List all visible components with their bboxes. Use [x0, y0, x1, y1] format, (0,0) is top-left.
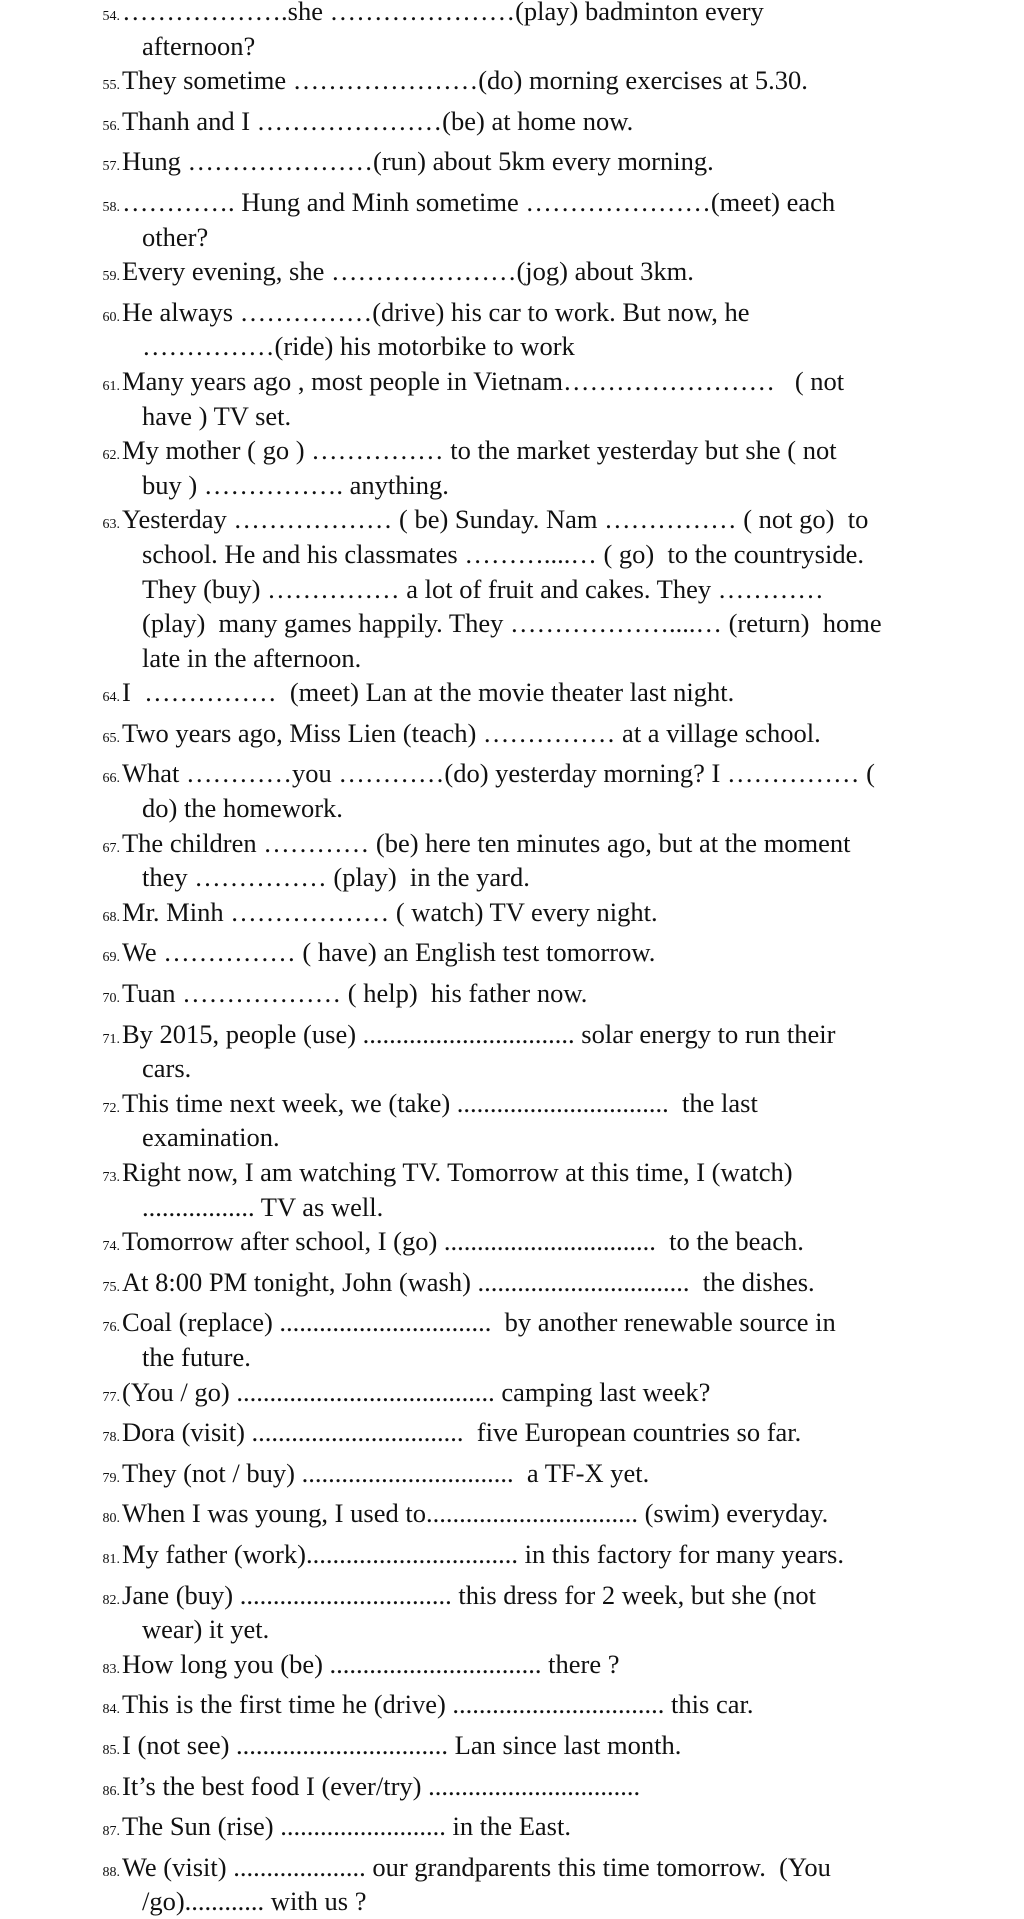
item-text: [122, 895, 984, 930]
item-text-line: Tomorrow after school, I (go) ................................ to the beach.: [122, 1226, 804, 1257]
item-text: [122, 1265, 984, 1300]
item-text-line: afternoon?: [142, 30, 256, 61]
exercise-item: [0, 716, 1024, 757]
item-text: [122, 144, 984, 179]
item-text-line: ……………(ride) his motorbike to work: [142, 331, 575, 362]
item-text-line: Yesterday ……………… ( be) Sunday. Nam …………… ( not go) to: [122, 504, 869, 535]
item-number: 59.: [102, 269, 120, 285]
item-number: 57.: [102, 159, 120, 175]
item-text: [122, 756, 984, 825]
exercise-item: [0, 295, 1024, 364]
item-text-line: What …………you …………(do) yesterday morning? I …………… (: [122, 758, 875, 789]
item-text: [122, 1578, 984, 1647]
exercise-item: [0, 1224, 1024, 1265]
item-number: 72.: [102, 1100, 120, 1116]
item-text: [122, 826, 984, 895]
exercise-item: [0, 1305, 1024, 1374]
exercise-item: [0, 1769, 1024, 1810]
item-number: 79.: [102, 1470, 120, 1486]
item-text-line: cars.: [142, 1053, 192, 1084]
item-number: 77.: [102, 1389, 120, 1405]
exercise-item: [0, 1850, 1024, 1919]
item-number: 74.: [102, 1239, 120, 1255]
item-text: [122, 1850, 984, 1919]
exercise-item: [0, 254, 1024, 295]
exercise-item: [0, 1537, 1024, 1578]
exercise-item: [0, 1809, 1024, 1850]
exercise-item: [0, 935, 1024, 976]
exercise-item: [0, 1496, 1024, 1537]
item-text-line: buy ) ……………. anything.: [142, 469, 449, 500]
exercise-item: [0, 1375, 1024, 1416]
item-text: [122, 1647, 984, 1682]
item-number: 69.: [102, 950, 120, 966]
item-number: 63.: [102, 517, 120, 533]
exercise-item: [0, 756, 1024, 825]
exercise-item: [0, 185, 1024, 254]
item-text-line: This is the first time he (drive) ................................ this car.: [122, 1689, 754, 1720]
item-text-line: the future.: [142, 1341, 251, 1372]
item-text-line: Jane (buy) ................................ this dress for 2 week, but she (not: [122, 1579, 817, 1610]
item-text: [122, 716, 984, 751]
item-text: [122, 63, 984, 98]
item-number: 70.: [102, 991, 120, 1007]
item-text: [122, 295, 984, 364]
exercise-item: [0, 1687, 1024, 1728]
item-number: 55.: [102, 78, 120, 94]
exercise-item: [0, 826, 1024, 895]
exercise-item: [0, 976, 1024, 1017]
item-text-line: ……………….she …………………(play) badminton every: [122, 0, 764, 26]
item-text-line: I …………… (meet) Lan at the movie theater last night.: [122, 677, 735, 708]
item-number: 64.: [102, 690, 120, 706]
item-text-line: Two years ago, Miss Lien (teach) …………… at a village school.: [122, 717, 821, 748]
item-text-line: My father (work)................................ in this factory for many years.: [122, 1538, 844, 1569]
item-text-line: other?: [142, 221, 209, 252]
item-number: 61.: [102, 378, 120, 394]
item-text-line: He always ……………(drive) his car to work. But now, he: [122, 296, 750, 327]
item-number: 68.: [102, 909, 120, 925]
item-number: 85.: [102, 1742, 120, 1758]
exercise-item: [0, 895, 1024, 936]
item-text: [122, 1728, 984, 1763]
exercise-item: [0, 1155, 1024, 1224]
item-text-line: The children ………… (be) here ten minutes ago, but at the moment: [122, 827, 851, 858]
item-text-line: Dora (visit) ................................ five European countries so far.: [122, 1417, 802, 1448]
item-text: [122, 1224, 984, 1259]
item-text-line: examination.: [142, 1122, 280, 1153]
item-text: [122, 502, 984, 675]
item-text: [122, 1415, 984, 1450]
item-text: [122, 675, 984, 710]
item-text-line: (play) many games happily. They ………………....… (return) home: [142, 608, 882, 639]
item-number: 83.: [102, 1661, 120, 1677]
item-text-line: How long you (be) ................................ there ?: [122, 1648, 620, 1679]
item-text: [122, 0, 984, 63]
item-text-line: do) the homework.: [142, 793, 343, 824]
item-text-line: Right now, I am watching TV. Tomorrow at this time, I (watch): [122, 1157, 793, 1187]
item-number: 60.: [102, 309, 120, 325]
item-text: [122, 1496, 984, 1531]
exercise-item: [0, 364, 1024, 433]
item-text-line: They (not / buy) ................................ a TF-X yet.: [122, 1457, 650, 1488]
item-text: [122, 1687, 984, 1722]
item-text-line: Tuan ……………… ( help) his father now.: [122, 978, 588, 1009]
item-text-line: school. He and his classmates ………....… ( go) to the countryside.: [142, 538, 864, 569]
item-text: [122, 1086, 984, 1155]
exercise-item: [0, 675, 1024, 716]
item-text: [122, 185, 984, 254]
item-number: 78.: [102, 1430, 120, 1446]
exercise-item: [0, 1647, 1024, 1688]
item-text: [122, 1017, 984, 1086]
item-text: [122, 1375, 984, 1410]
item-number: 56.: [102, 118, 120, 134]
item-text-line: wear) it yet.: [142, 1614, 270, 1645]
item-text-line: /go)............ with us ?: [142, 1886, 367, 1917]
item-text: [122, 1155, 984, 1224]
exercise-item: [0, 1017, 1024, 1086]
item-text-line: they …………… (play) in the yard.: [142, 862, 530, 893]
exercise-item: [0, 1415, 1024, 1456]
exercise-item: [0, 1086, 1024, 1155]
item-number: 65.: [102, 730, 120, 746]
item-text: [122, 976, 984, 1011]
exercise-item: [0, 433, 1024, 502]
exercise-item: [0, 1728, 1024, 1769]
item-text-line: ................. TV as well.: [142, 1191, 384, 1222]
item-text-line: Thanh and I …………………(be) at home now.: [122, 105, 634, 136]
item-number: 82.: [102, 1592, 120, 1608]
item-text-line: Mr. Minh ……………… ( watch) TV every night.: [122, 896, 658, 927]
exercise-item: [0, 1265, 1024, 1306]
exercise-item: [0, 1578, 1024, 1647]
item-number: 86.: [102, 1783, 120, 1799]
item-number: 73.: [102, 1170, 120, 1185]
item-text: [122, 433, 984, 502]
item-text: [122, 1769, 984, 1804]
item-text: [122, 1537, 984, 1572]
item-text-line: At 8:00 PM tonight, John (wash) ................................ the dishes.: [122, 1266, 815, 1297]
item-number: 54.: [102, 9, 120, 24]
item-text-line: They (buy) …………… a lot of fruit and cakes. They …………: [142, 573, 824, 604]
item-text-line: This time next week, we (take) ................................ the last: [122, 1087, 758, 1118]
item-text-line: The Sun (rise) ......................... in the East.: [122, 1811, 571, 1842]
item-text-line: late in the afternoon.: [142, 642, 362, 673]
item-text-line: Every evening, she …………………(jog) about 3km.: [122, 256, 694, 287]
item-number: 81.: [102, 1551, 120, 1567]
item-text: [122, 1809, 984, 1844]
exercise-item: [0, 63, 1024, 104]
item-number: 80.: [102, 1511, 120, 1527]
item-text-line: They sometime …………………(do) morning exercises at 5.30.: [122, 65, 808, 96]
item-number: 87.: [102, 1824, 120, 1840]
item-text-line: It’s the best food I (ever/try) ................................: [122, 1770, 641, 1801]
item-text: [122, 1456, 984, 1491]
item-number: 75.: [102, 1279, 120, 1295]
item-text-line: …………. Hung and Minh sometime …………………(meet) each: [122, 186, 836, 217]
item-text-line: My mother ( go ) …………… to the market yesterday but she ( not: [122, 435, 837, 466]
item-text: [122, 104, 984, 139]
item-text-line: When I was young, I used to................................ (swim) everyday.: [122, 1498, 829, 1529]
exercise-item: [0, 104, 1024, 145]
item-text-line: (You / go) ....................................... camping last week?: [122, 1376, 711, 1407]
item-text: [122, 254, 984, 289]
item-text-line: Many years ago , most people in Vietnam…………………… ( not: [122, 365, 845, 396]
item-text-line: We (visit) .................... our grandparents this time tomorrow. (You: [122, 1851, 831, 1882]
item-number: 67.: [102, 840, 120, 856]
item-number: 62.: [102, 448, 120, 464]
item-text-line: We …………… ( have) an English test tomorrow.: [122, 937, 656, 968]
item-text-line: By 2015, people (use) ................................ solar energy to run their: [122, 1018, 836, 1049]
item-text-line: Coal (replace) ................................ by another renewable source in: [122, 1307, 836, 1338]
exercise-item: [0, 144, 1024, 185]
item-number: 84.: [102, 1702, 120, 1718]
item-number: 76.: [102, 1320, 120, 1336]
item-number: 66.: [102, 771, 120, 787]
exercise-item: [0, 0, 1024, 63]
exercise-item: [0, 1456, 1024, 1497]
item-number: 58.: [102, 199, 120, 215]
item-text: [122, 364, 984, 433]
item-text: [122, 935, 984, 970]
item-text-line: have ) TV set.: [142, 400, 292, 431]
exercise-item: [0, 502, 1024, 675]
item-text-line: Hung …………………(run) about 5km every morning.: [122, 146, 714, 177]
item-text-line: I (not see) ................................ Lan since last month.: [122, 1729, 682, 1760]
item-number: 88.: [102, 1864, 120, 1880]
item-number: 71.: [102, 1031, 120, 1047]
item-text: [122, 1305, 984, 1374]
